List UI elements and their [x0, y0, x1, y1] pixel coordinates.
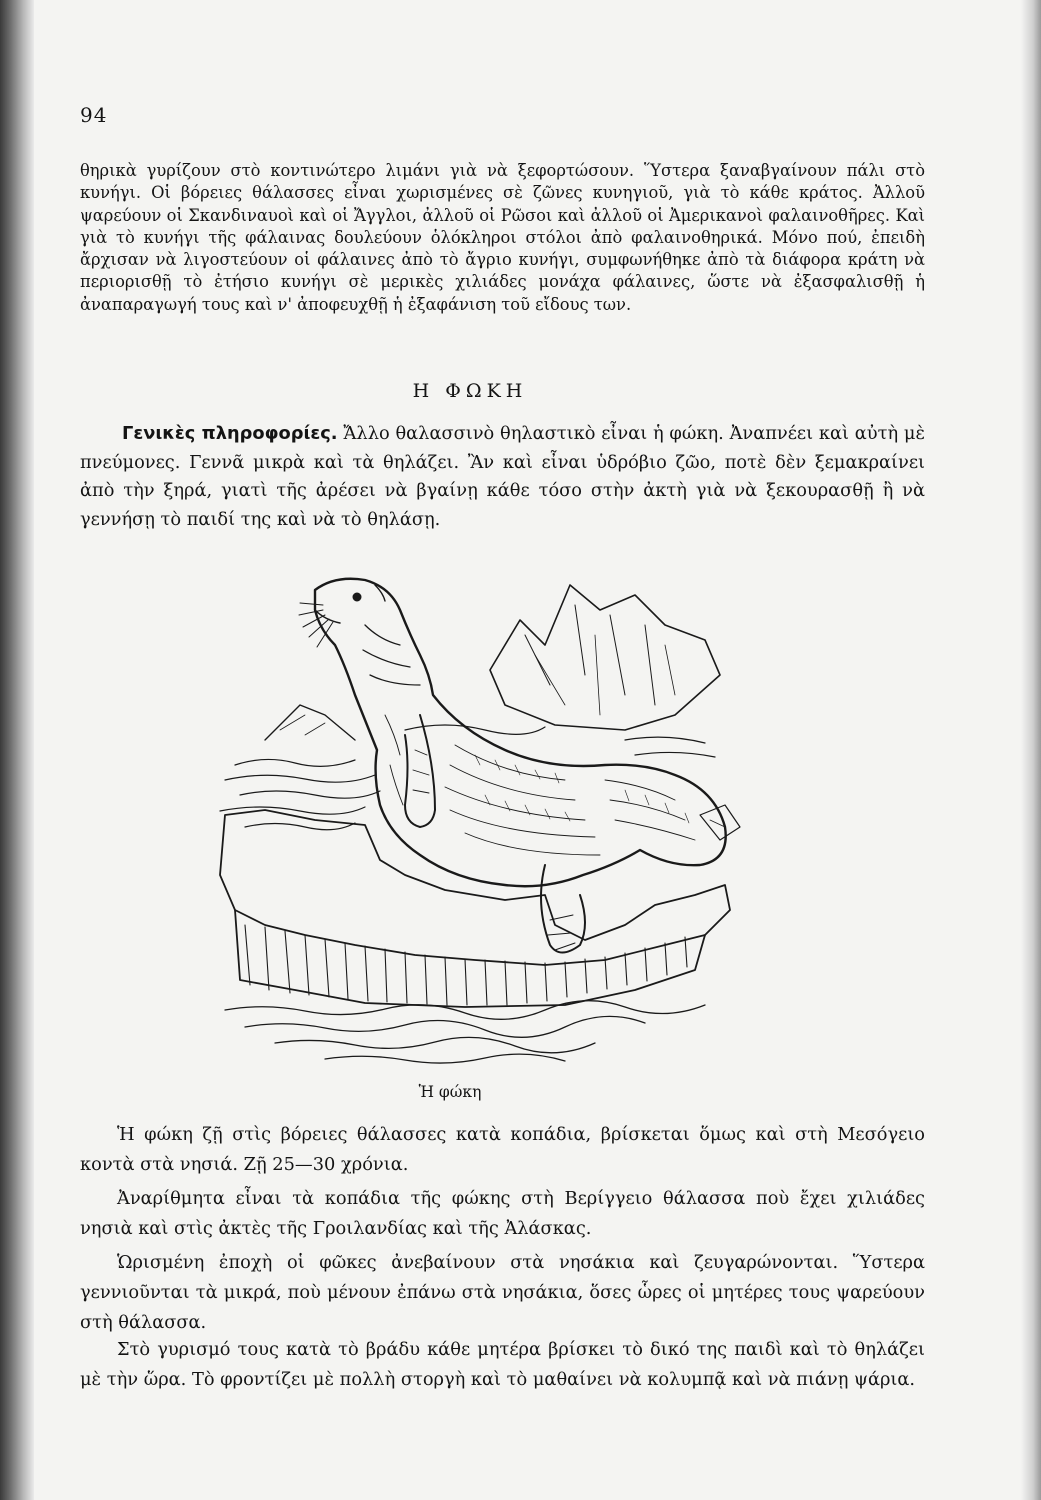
- intro-lead: Γενικὲς πληροφορίες.: [122, 423, 338, 444]
- page-number: 94: [80, 103, 108, 127]
- intro-text: Ἄλλο θαλασσινὸ θηλαστικὸ εἶναι ἡ φώκη. Ἀναπνέει καὶ αὐτὴ μὲ πνεύμονες. Γεννᾶ μικρὰ καὶ τὰ θηλάζει. Ἂν καὶ εἶναι ὑδρόβιο ζῶο, ποτὲ δὲν ξεμακραίνει ἀπὸ τὴν ξηρά, γιατὶ τῆς ἀρέσει νὰ βγαίνῃ κάθε τόσο στὴν ἀκτὴ γιὰ νὰ ξεκουρασθῇ ἢ νὰ γεννήσῃ τὸ παιδί της καὶ νὰ τὸ θηλάσῃ.: [80, 423, 925, 530]
- section-title: Η ΦΩΚΗ: [412, 380, 528, 402]
- body-paragraph: Στὸ γυρισμό τους κατὰ τὸ βράδυ κάθε μητέρα βρίσκει τὸ δικό της παιδὶ καὶ τὸ θηλάζει μὲ τὴν ὥρα. Τὸ φροντίζει μὲ πολλὴ στοργὴ καὶ τὸ μαθαίνει νὰ κολυμπᾷ καὶ νὰ πιάνῃ ψάρια.: [80, 1339, 925, 1390]
- body-paragraph: Ἡ φώκη ζῇ στὶς βόρειες θάλασσες κατὰ κοπάδια, βρίσκεται ὅμως καὶ στὴ Μεσόγειο κοντὰ στὰ νησιά. Ζῇ 25—30 χρόνια.: [80, 1124, 925, 1175]
- intro-paragraph: [80, 420, 925, 534]
- figure-caption: Ἡ φώκη: [418, 1083, 482, 1101]
- page-edge-shadow: [1021, 0, 1041, 1500]
- body-paragraph: Ὡρισμένη ἐποχὴ οἱ φῶκες ἀνεβαίνουν στὰ νησάκια καὶ ζευγαρώνονται. Ὕστερα γεννιοῦνται τὰ μικρά, ποὺ μένουν ἐπάνω στὰ νησάκια, ὅσες ὧρες οἱ μητέρες τους ψαρεύουν στὴ θάλασσα.: [80, 1252, 925, 1333]
- book-binding-shadow: [0, 0, 34, 1500]
- body-paragraph: Ἀναρίθμητα εἶναι τὰ κοπάδια τῆς φώκης στὴ Βερίγγειο θάλασσα ποὺ ἔχει χιλιάδες νησιὰ καὶ στὶς ἀκτὲς τῆς Γροιλανδίας καὶ τῆς Ἀλάσκας.: [80, 1188, 925, 1239]
- continued-paragraph: θηρικὰ γυρίζουν στὸ κοντινώτερο λιμάνι γιὰ νὰ ξεφορτώσουν. Ὕστερα ξαναβγαίνουν πάλι στὸ κυνήγι. Οἱ βόρειες θάλασσες εἶναι χωρισμένες σὲ ζῶνες κυνηγιοῦ, γιὰ τὸ κάθε κράτος. Ἀλλοῦ ψαρεύουν οἱ Σκανδιναυοὶ καὶ οἱ Ἄγγλοι, ἀλλοῦ οἱ Ρῶσοι καὶ ἀλλοῦ οἱ Ἀμερικανοὶ φαλαινοθῆρες. Καὶ γιὰ τὸ κυνήγι τῆς φάλαινας δουλεύουν ὁλόκληροι στόλοι ἀπὸ φαλαινοθηρικά. Μόνο πού, ἐπειδὴ ἄρχισαν νὰ λιγοστεύουν οἱ φάλαινες ἀπὸ τὸ ἄγριο κυνήγι, συμφωνήθηκε ἀπὸ τὰ διάφορα κράτη νὰ περιορισθῇ τὸ ἐτήσιο κυνήγι σὲ μερικὲς χιλιάδες μονάχα φάλαινες, ὥστε νὰ ἐξασφαλισθῇ ἡ ἀναπαραγωγή τους καὶ ν' ἀποφευχθῇ ἡ ἐξαφάνιση τοῦ εἴδους των.: [80, 161, 925, 314]
- seal-illustration-icon: [205, 565, 745, 1090]
